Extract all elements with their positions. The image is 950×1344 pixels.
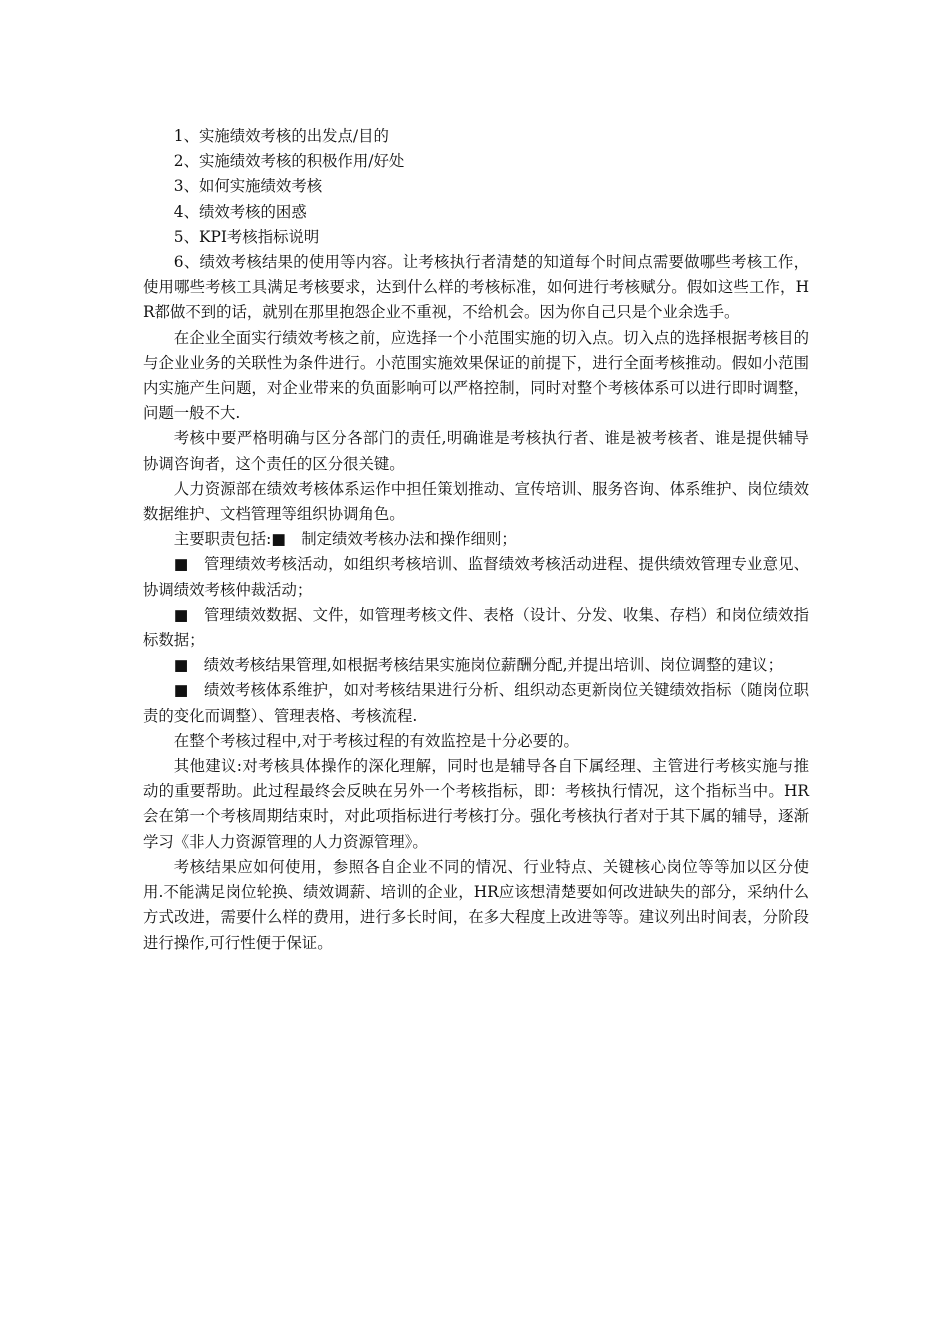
paragraph: ■ 管理绩效数据、文件，如管理考核文件、表格（设计、分发、收集、存档）和岗位绩效指标数据； — [143, 605, 809, 650]
list-item: 1、实施绩效考核的出发点/目的 — [173, 127, 389, 145]
list-item: 4、绩效考核的困惑 — [173, 202, 307, 221]
paragraph: 主要职责包括:■ 制定绩效考核办法和操作细则； — [173, 530, 517, 549]
paragraph: ■ 管理绩效考核活动，如组织考核培训、监督绩效考核活动进程、提供绩效管理专业意见、协调绩效考核仲裁活动； — [143, 555, 809, 599]
list-item: 2、实施绩效考核的积极作用/好处 — [173, 152, 405, 171]
paragraph: 6、绩效考核结果的使用等内容。让考核执行者清楚的知道每个时间点需要做哪些考核工作，使用哪些考核工具满足考核要求，达到什么样的考核标准，如何进行考核赋分。假如这些工作，HR都做不到的话，就别在那里抱怨企业不重视，不给机会。因为你自己只是个业余选手。 — [143, 253, 809, 322]
document-body — [143, 124, 809, 956]
list-item: 5、KPI考核指标说明 — [173, 227, 320, 246]
paragraph: ■ 绩效考核体系维护，如对考核结果进行分析、组织动态更新岗位关键绩效指标（随岗位职责的变化而调整）、管理表格、考核流程. — [143, 681, 809, 725]
paragraph: 考核结果应如何使用，参照各自企业不同的情况、行业特点、关键核心岗位等等加以区分使用.不能满足岗位轮换、绩效调薪、培训的企业，HR应该想清楚要如何改进缺失的部分，采纳什么方式改进，需要什么样的费用，进行多长时间，在多大程度上改进等等。建议列出时间表，分阶段进行操作,可行性便于保证。 — [143, 857, 809, 952]
paragraph: 在整个考核过程中,对于考核过程的有效监控是十分必要的。 — [173, 731, 579, 750]
list-item: 3、如何实施绩效考核 — [173, 177, 323, 196]
paragraph: 人力资源部在绩效考核体系运作中担任策划推动、宣传培训、服务咨询、体系维护、岗位绩效数据维护、文档管理等组织协调角色。 — [143, 479, 809, 524]
paragraph: 其他建议:对考核具体操作的深化理解，同时也是辅导各自下属经理、主管进行考核实施与推动的重要帮助。此过程最终会反映在另外一个考核指标，即：考核执行情况，这个指标当中。HR会在第一个考核周期结束时，对此项指标进行考核打分。强化考核执行者对于其下属的辅导，逐渐学习《非人力资源管理的人力资源管理》。 — [143, 757, 809, 851]
paragraph: ■ 绩效考核结果管理,如根据考核结果实施岗位薪酬分配,并提出培训、岗位调整的建议； — [173, 656, 783, 675]
paragraph: 考核中要严格明确与区分各部门的责任,明确谁是考核执行者、谁是被考核者、谁是提供辅导协调咨询者，这个责任的区分很关键。 — [143, 429, 809, 473]
paragraph: 在企业全面实行绩效考核之前，应选择一个小范围实施的切入点。切入点的选择根据考核目的与企业业务的关联性为条件进行。小范围实施效果保证的前提下，进行全面考核推动。假如小范围内实施产生问题，对企业带来的负面影响可以严格控制，同时对整个考核体系可以进行即时调整，问题一般不大. — [143, 328, 809, 423]
